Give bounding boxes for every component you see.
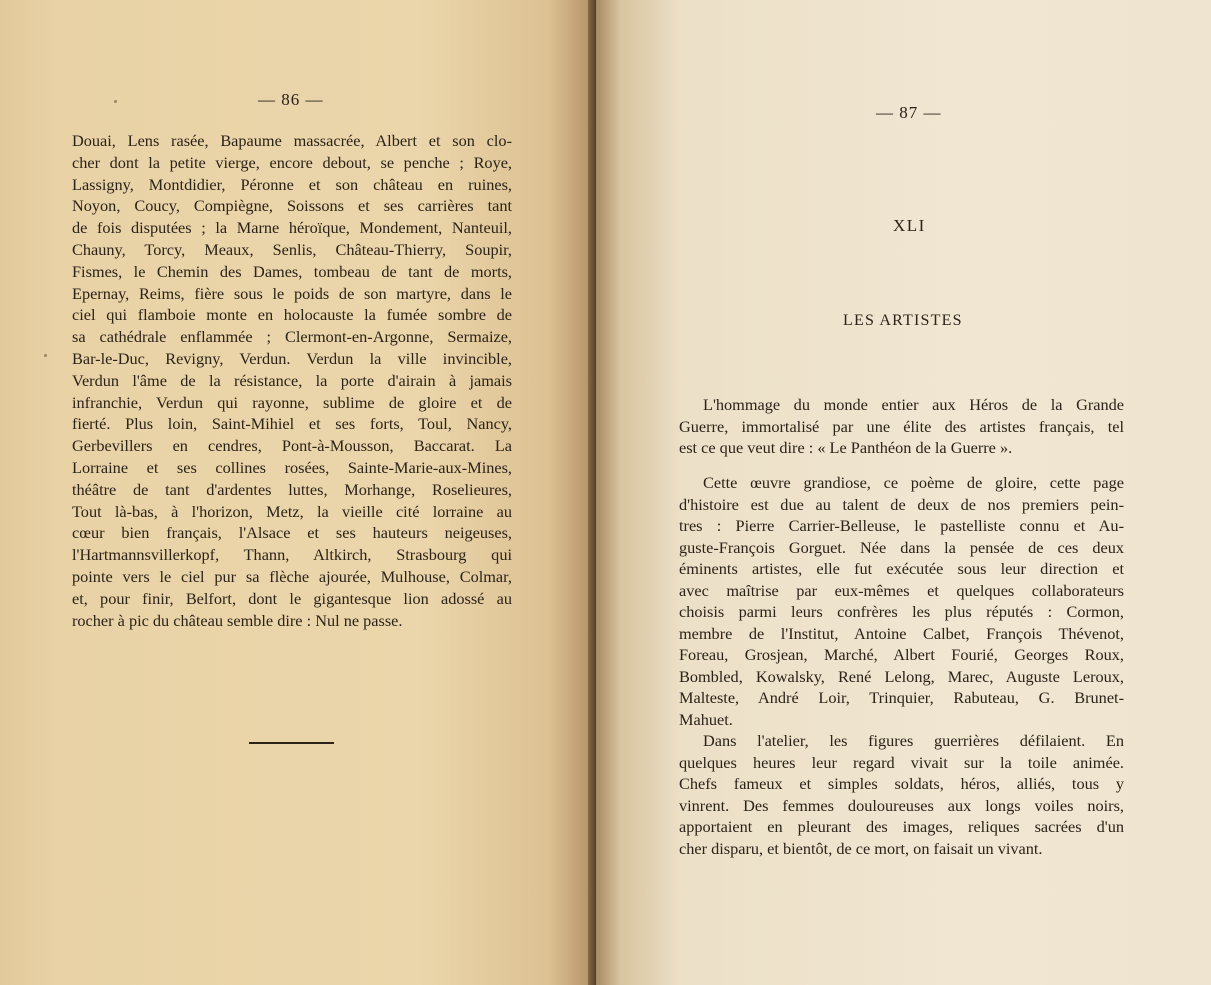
text-line: rocher à pic du château semble dire : Nul ne passe. [72,610,403,630]
left-page-text [72,130,512,631]
text-line: ciel qui flamboie monte en holocauste la fumée sombre de [72,305,512,325]
text-line: Cette œuvre grandiose, ce poème de gloire, cette page [703,473,1124,492]
text-line: Dans l'atelier, les figures guerrières défilaient. En [703,731,1124,750]
text-line: et, pour finir, Belfort, dont le gigantesque lion adossé au [72,588,512,608]
text-line: Fismes, le Chemin des Dames, tombeau de tant de morts, [72,261,512,281]
text-line: Chauny, Torcy, Meaux, Senlis, Château-Thierry, Soupir, [72,239,512,259]
right-page-number: — 87 — [876,103,942,122]
text-line: Mahuet. [679,709,733,729]
end-rule [249,742,334,744]
text-line: est ce que veut dire : « Le Panthéon de la Guerre ». [679,438,1013,457]
text-line: Noyon, Coucy, Compiègne, Soissons et ses carrières tant [72,196,512,216]
text-line: avec maîtrise par eux-mêmes et quelques collaborateurs [679,580,1124,600]
text-line: L'hommage du monde entier aux Héros de la Grande [703,395,1124,414]
left-page [0,0,596,985]
text-line: cœur bien français, l'Alsace et ses hauteurs neigeuses, [72,523,512,543]
text-line: guste-François Gorguet. Née dans la pensée de ces deux [679,537,1124,557]
text-line: infranchie, Verdun qui rayonne, sublime de gloire et de [72,392,512,412]
text-line: fierté. Plus loin, Saint-Mihiel et ses forts, Toul, Nancy, [72,414,512,434]
paper-speck [114,100,117,103]
text-line: Foreau, Grosjean, Marché, Albert Fourié, Georges Roux, [679,645,1124,664]
text-line: tres : Pierre Carrier-Belleuse, le pastelliste connu et Au- [679,516,1124,535]
text-line: Chefs fameux et simples soldats, héros, alliés, tous y [679,774,1124,793]
left-page-number: — 86 — [258,90,324,109]
text-line: Guerre, immortalisé par une élite des artistes français, tel [679,416,1124,436]
paper-speck [44,354,47,357]
text-line: Douai, Lens rasée, Bapaume massacrée, Albert et son clo- [72,131,512,150]
text-line: l'Hartmannsvillerkopf, Thann, Altkirch, Strasbourg qui [72,545,512,565]
text-line: théâtre de tant d'ardentes luttes, Morhange, Roselieures, [72,479,512,499]
paragraph-2 [679,472,1124,859]
text-line: éminents artistes, elle fut exécutée sous leur direction et [679,559,1124,578]
text-line: Bombled, Kowalsky, René Lelong, Marec, Auguste Leroux, [679,666,1124,686]
text-line: membre de l'Institut, Antoine Calbet, François Thévenot, [679,623,1124,643]
text-line: Lorraine et ses collines rosées, Sainte-Marie-aux-Mines, [72,457,512,477]
chapter-title: LES ARTISTES [843,312,963,329]
text-line: quelques heures leur regard vivait sur la toile animée. [679,752,1124,772]
text-line: Bar-le-Duc, Revigny, Verdun. Verdun la ville invincible, [72,348,512,368]
text-line: Lassigny, Montdidier, Péronne et son château en ruines, [72,174,512,194]
text-line: cher disparu, et bientôt, de ce mort, on faisait un vivant. [679,838,1043,858]
text-line: d'histoire est due au talent de deux de nos premiers pein- [679,494,1124,514]
text-line: cher dont la petite vierge, encore debout, se penche ; Roye, [72,152,512,172]
text-line: pointe vers le ciel pur sa flèche ajourée, Mulhouse, Colmar, [72,566,512,586]
paragraph-1 [679,394,1124,459]
text-line: Tout là-bas, à l'horizon, Metz, la vieille cité lorraine au [72,501,512,521]
text-line: vinrent. Des femmes douloureuses aux longs voiles noirs, [679,795,1124,815]
text-line: apportaient en pleurant des images, reliques sacrées d'un [679,817,1124,836]
text-line: Malteste, André Loir, Trinquier, Rabuteau, G. Brunet- [679,688,1124,707]
chapter-number: XLI [893,216,926,235]
text-line: Gerbevillers en cendres, Pont-à-Mousson, Baccarat. La [72,436,512,456]
text-line: sa cathédrale enflammée ; Clermont-en-Argonne, Sermaize, [72,327,512,347]
text-line: Epernay, Reims, fière sous le poids de son martyre, dans le [72,283,512,303]
text-line: choisis parmi leurs confrères les plus réputés : Cormon, [679,602,1124,621]
text-line: de fois disputées ; la Marne héroïque, Mondement, Nanteuil, [72,218,512,238]
text-line: Verdun l'âme de la résistance, la porte d'airain à jamais [72,370,512,390]
